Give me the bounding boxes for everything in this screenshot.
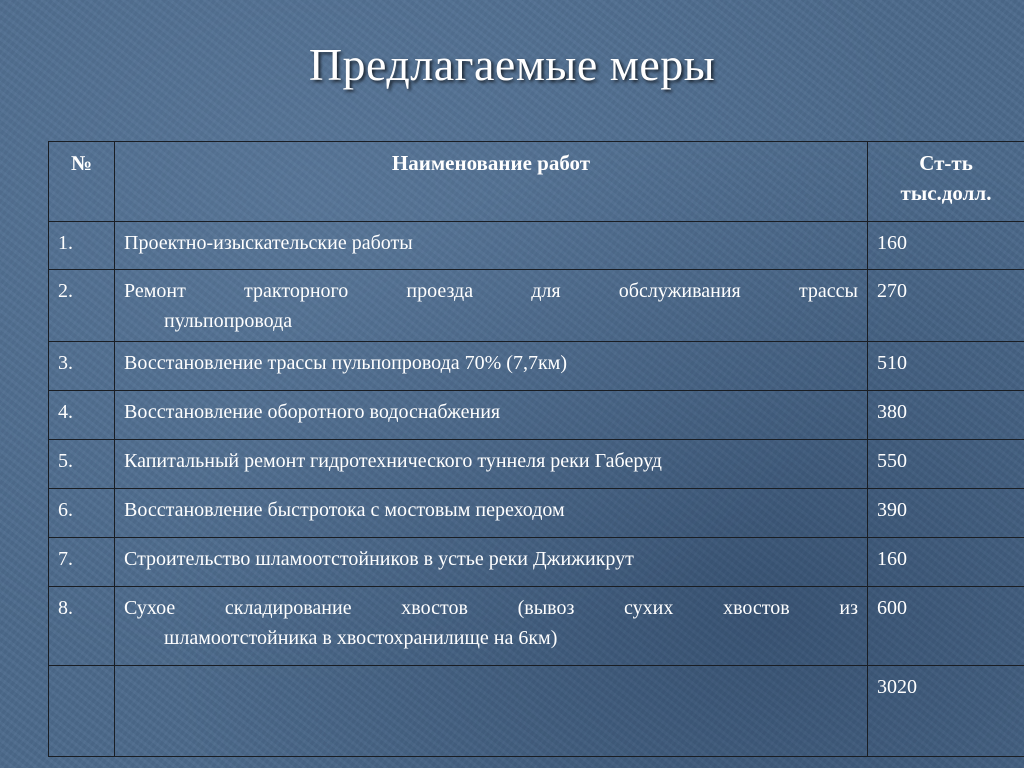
table-row (49, 270, 1024, 342)
table-row (49, 489, 1024, 538)
row-cost: 390 (868, 489, 1024, 538)
row-number: 5. (49, 440, 115, 489)
total-empty-number (49, 666, 115, 757)
row-number: 4. (49, 391, 115, 440)
row-name-line2: пульпопровода (164, 310, 293, 332)
table-row (49, 391, 1024, 440)
table-row (49, 538, 1024, 587)
table-header-row (49, 142, 1024, 222)
row-name: Восстановление трассы пульпопровода 70% (7,7км) (115, 342, 868, 391)
table-row (49, 342, 1024, 391)
total-empty-name (115, 666, 868, 757)
row-number: 3. (49, 342, 115, 391)
table-row (49, 440, 1024, 489)
row-name-line1: Сухое складирование хвостов (вывоз сухих хвостов из (124, 597, 858, 619)
header-name: Наименование работ (115, 142, 868, 222)
table-row (49, 222, 1024, 270)
row-number: 8. (49, 587, 115, 666)
row-cost: 600 (868, 587, 1024, 666)
row-name (115, 270, 868, 342)
row-cost: 160 (868, 222, 1024, 270)
table-total-row (49, 666, 1024, 757)
row-cost: 510 (868, 342, 1024, 391)
row-number: 2. (49, 270, 115, 342)
row-name-line1: Ремонт тракторного проезда для обслуживания трассы (124, 280, 858, 302)
row-name (115, 587, 868, 666)
total-cost: 3020 (868, 666, 1024, 757)
row-name: Проектно-изыскательские работы (115, 222, 868, 270)
row-name: Строительство шламоотстойников в устье реки Джижикрут (115, 538, 868, 587)
row-name-line2: шламоотстойника в хвостохранилище на 6км) (164, 627, 558, 649)
header-cost (868, 142, 1024, 222)
slide-title: Предлагаемые меры (308, 39, 716, 90)
header-cost-line1: Ст-ть (919, 151, 973, 175)
table-row (49, 587, 1024, 666)
row-name: Восстановление оборотного водоснабжения (115, 391, 868, 440)
header-cost-line2: тыс.долл. (900, 181, 992, 205)
row-number: 1. (49, 222, 115, 270)
measures-table (48, 141, 1024, 757)
row-cost: 160 (868, 538, 1024, 587)
row-number: 7. (49, 538, 115, 587)
row-name: Восстановление быстротока с мостовым переходом (115, 489, 868, 538)
row-name: Капитальный ремонт гидротехнического туннеля реки Габеруд (115, 440, 868, 489)
row-cost: 380 (868, 391, 1024, 440)
row-cost: 550 (868, 440, 1024, 489)
header-number: № (49, 142, 115, 222)
row-cost: 270 (868, 270, 1024, 342)
row-number: 6. (49, 489, 115, 538)
